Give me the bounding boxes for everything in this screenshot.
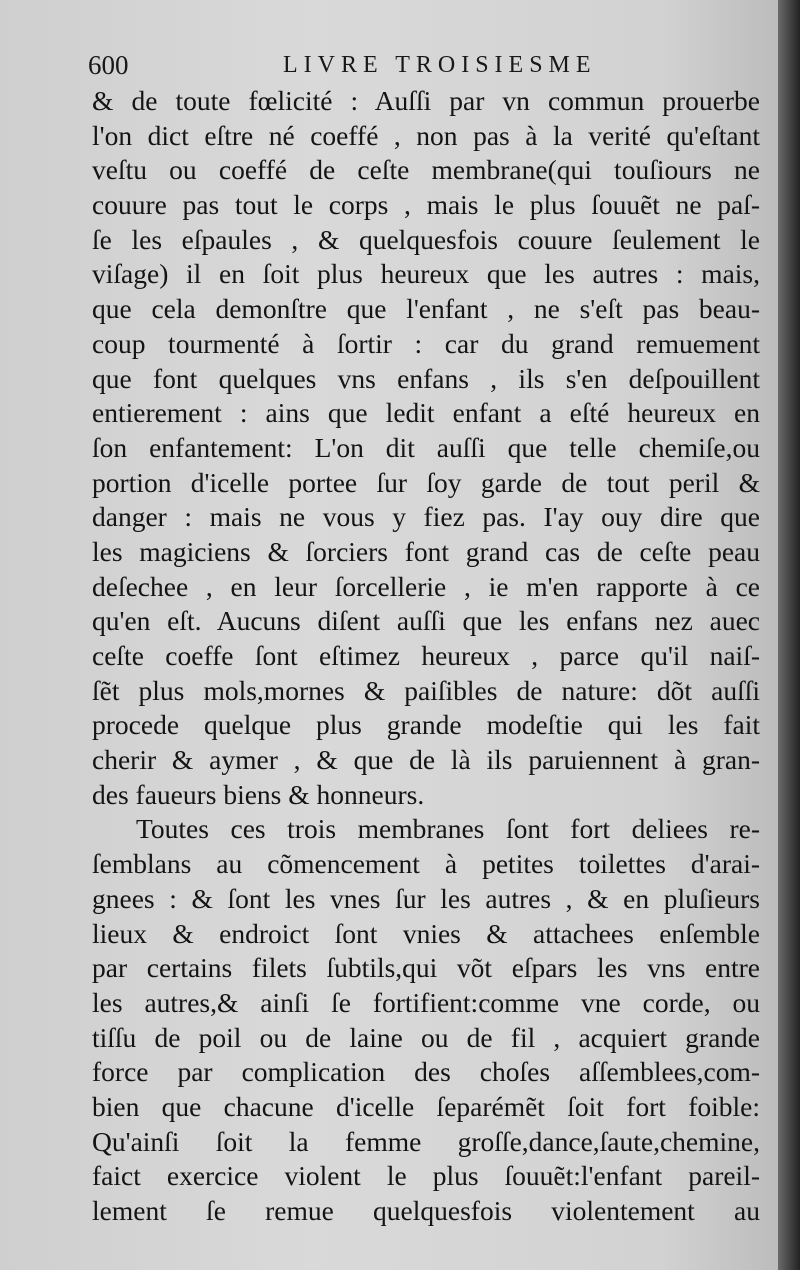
text-line: entierement : ains que ledit enfant a eſté heureux en xyxy=(92,397,760,429)
paragraph-end-line: des faueurs biens & honneurs. xyxy=(92,778,425,810)
running-head: LIVRE TROISIESME xyxy=(283,52,597,78)
text-line: force par complication des choſes aſſemblees,com- xyxy=(92,1056,760,1088)
text-line: & de toute fœlicité : Auſſi par vn commun prouerbe xyxy=(92,85,760,116)
text-line: les magiciens & ſorciers font grand cas de ceſte peau xyxy=(92,535,760,567)
text-line: bien que chacune d'icelle ſeparémẽt ſoit fort foible: xyxy=(92,1090,760,1122)
text-line: veſtu ou coeffé de ceſte membrane(qui touſiours ne xyxy=(92,154,760,186)
text-line: lement ſe remue quelquesfois violentement au xyxy=(92,1195,760,1226)
text-line: couure pas tout le corps , mais le plus ſouuẽt ne paſ- xyxy=(92,189,760,221)
text-line: ſe les eſpaules , & quelquesfois couure ſeulement le xyxy=(92,223,760,255)
text-line: ceſte coeffe ſont eſtimez heureux , parce qu'il naiſ- xyxy=(92,640,760,671)
page-header xyxy=(88,48,688,88)
text-line: les autres,& ainſi ſe fortifient:comme vne corde, ou xyxy=(92,986,760,1018)
page-gutter-shadow xyxy=(778,0,800,1270)
text-line: ſemblans au cõmencement à petites toilettes d'arai- xyxy=(92,848,760,880)
body-text xyxy=(92,84,760,1229)
text-line: ſẽt plus mols,mornes & paiſibles de nature: dõt auſſi xyxy=(92,674,760,706)
text-line: que cela demonſtre que l'enfant , ne s'eſt pas beau- xyxy=(92,293,760,325)
text-line: cherir & aymer , & que de là ils paruiennent à gran- xyxy=(92,744,760,776)
text-line: procede quelque plus grande modeſtie qui les fait xyxy=(92,709,760,741)
text-line: faict exercice violent le plus ſouuẽt:l'enfant pareil- xyxy=(92,1160,760,1192)
text-line: ſon enfantement: L'on dit auſſi que telle chemiſe,ou xyxy=(92,431,760,463)
text-line: lieux & endroict ſont vnies & attachees enſemble xyxy=(92,917,760,949)
text-line: gnees : & ſont les vnes ſur les autres , & en pluſieurs xyxy=(92,882,760,914)
text-line: l'on dict eſtre né coeffé , non pas à la verité qu'eſtant xyxy=(92,119,760,151)
text-line: viſage) il en ſoit plus heureux que les autres : mais, xyxy=(92,258,760,290)
text-line: danger : mais ne vous y fiez pas. I'ay ouy dire que xyxy=(92,501,760,533)
text-line: Qu'ainſi ſoit la femme groſſe,dance,ſaute,chemine, xyxy=(92,1125,760,1157)
text-line: deſechee , en leur ſorcellerie , ie m'en rapporte à ce xyxy=(92,570,760,602)
text-line: qu'en eſt. Aucuns diſent auſſi que les enfans nez auec xyxy=(92,605,760,637)
paragraph-start-line: Toutes ces trois membranes ſont fort deliees re- xyxy=(136,813,760,845)
text-line: que font quelques vns enfans , ils s'en deſpouillent xyxy=(92,362,760,394)
page-number: 600 xyxy=(88,50,129,80)
text-line: coup tourmenté à ſortir : car du grand remuement xyxy=(92,327,760,359)
text-line: tiſſu de poil ou de laine ou de fil , acquiert grande xyxy=(92,1021,760,1053)
text-line: par certains filets ſubtils,qui võt eſpars les vns entre xyxy=(92,952,760,984)
text-line: portion d'icelle portee ſur ſoy garde de tout peril & xyxy=(92,466,760,498)
